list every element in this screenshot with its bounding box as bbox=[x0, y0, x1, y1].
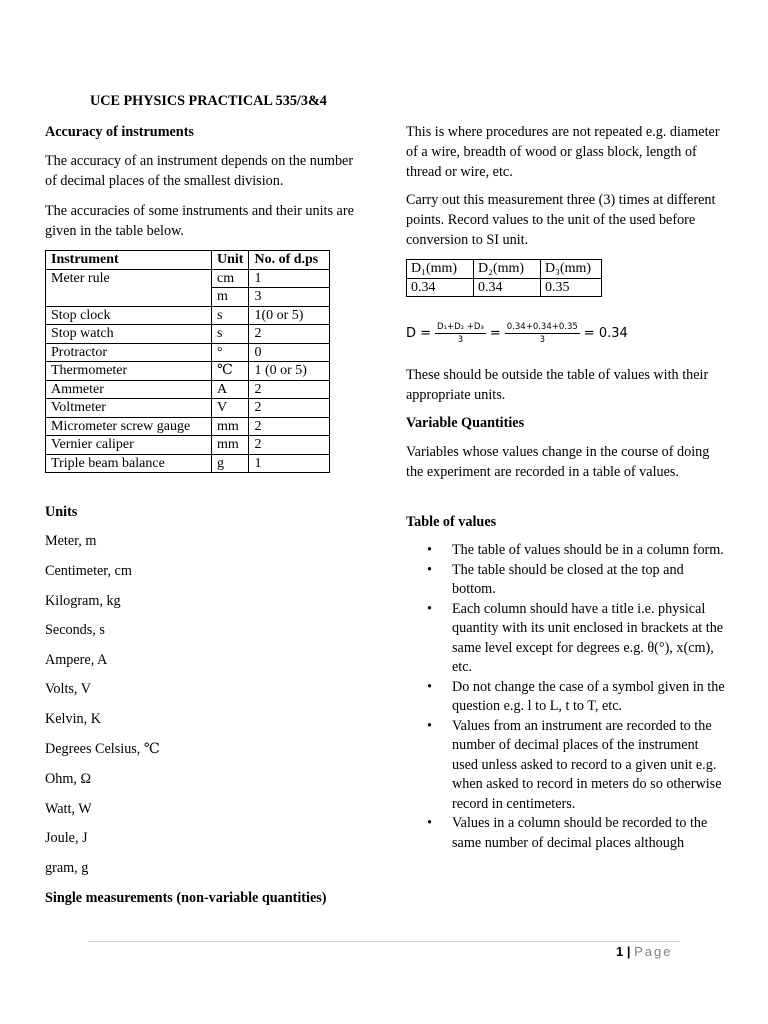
table-cell: 0.34 bbox=[407, 278, 474, 297]
page-label: Page bbox=[634, 944, 673, 959]
table-cell: 2 bbox=[249, 380, 330, 399]
fraction-denominator: 3 bbox=[457, 335, 464, 345]
unit-item: Joule, J bbox=[45, 830, 88, 846]
table-row bbox=[46, 269, 330, 288]
table-cell: Triple beam balance bbox=[46, 454, 212, 473]
table-header-row bbox=[46, 251, 330, 270]
accuracy-table-intro: The accuracies of some instruments and their units are given in the table below. bbox=[45, 203, 354, 239]
page-number: 1 bbox=[616, 944, 624, 959]
table-cell: Stop clock bbox=[46, 306, 212, 325]
unit-item: Volts, V bbox=[45, 681, 91, 697]
unit-item: Meter, m bbox=[45, 533, 97, 549]
document-title: UCE PHYSICS PRACTICAL 535/3&4 bbox=[90, 93, 327, 109]
equation-result: = 0.34 bbox=[583, 326, 628, 341]
unit-item: gram, g bbox=[45, 860, 89, 876]
table-cell: s bbox=[212, 325, 249, 344]
single-measurements-heading: Single measurements (non-variable quantities) bbox=[45, 890, 327, 906]
equals-sign: = bbox=[489, 326, 501, 341]
header-d3: D₃(mm) bbox=[541, 260, 602, 279]
fraction-denominator: 3 bbox=[539, 335, 545, 345]
table-cell: mm bbox=[212, 417, 249, 436]
table-cell: g bbox=[212, 454, 249, 473]
header-instrument: Instrument bbox=[46, 251, 212, 270]
table-cell: 2 bbox=[249, 436, 330, 455]
table-cell: Meter rule bbox=[46, 269, 212, 288]
list-item: • Do not change the case of a symbol given in the question e.g. l to L, t to T, etc. bbox=[406, 678, 728, 717]
fraction-numerator: 0.34+0.34+0.35 bbox=[506, 322, 578, 332]
fraction-symbolic bbox=[435, 322, 486, 345]
list-item: • Values from an instrument are recorded to the number of decimal places of the instrument used unless asked to record to a given unit e.g. when asked to record in meters do so otherwise record in centimeters. bbox=[406, 717, 728, 815]
footer-divider bbox=[88, 941, 680, 942]
table-cell: 0.34 bbox=[474, 278, 541, 297]
header-unit: Unit bbox=[212, 251, 249, 270]
list-item: • The table should be closed at the top and bottom. bbox=[406, 561, 728, 600]
table-row bbox=[46, 417, 330, 436]
table-cell: 0.35 bbox=[541, 278, 602, 297]
table-row bbox=[46, 380, 330, 399]
outside-table-paragraph: These should be outside the table of values with their appropriate units. bbox=[406, 367, 709, 403]
fraction-numeric bbox=[505, 322, 580, 345]
table-cell: V bbox=[212, 399, 249, 418]
units-heading: Units bbox=[45, 504, 78, 520]
table-cell: ° bbox=[212, 343, 249, 362]
table-cell: 1 (0 or 5) bbox=[249, 362, 330, 381]
unit-item: Centimeter, cm bbox=[45, 563, 132, 579]
table-row bbox=[407, 278, 602, 297]
table-cell: Ammeter bbox=[46, 380, 212, 399]
table-cell: A bbox=[212, 380, 249, 399]
list-item: • Values in a column should be recorded to the same number of decimal places although bbox=[406, 814, 728, 853]
table-cell: Micrometer screw gauge bbox=[46, 417, 212, 436]
unit-item: Kilogram, kg bbox=[45, 593, 121, 609]
unit-item: Degrees Celsius, ℃ bbox=[45, 741, 160, 757]
table-row bbox=[46, 343, 330, 362]
table-cell: 1 bbox=[249, 269, 330, 288]
variable-quantities-heading: Variable Quantities bbox=[406, 415, 525, 431]
table-cell: cm bbox=[212, 269, 249, 288]
equation-lhs: D = bbox=[406, 326, 432, 341]
unit-item: Ohm, Ω bbox=[45, 771, 92, 787]
table-cell: 2 bbox=[249, 417, 330, 436]
table-cell: 0 bbox=[249, 343, 330, 362]
table-cell: Stop watch bbox=[46, 325, 212, 344]
fraction-numerator: D₁+D₂ +D₃ bbox=[437, 322, 484, 332]
table-cell: 1(0 or 5) bbox=[249, 306, 330, 325]
table-header-row bbox=[407, 260, 602, 279]
table-cell: Thermometer bbox=[46, 362, 212, 381]
repeat-measurement-paragraph: Carry out this measurement three (3) times at different points. Record values to the unit of the used before conversion to SI unit. bbox=[406, 192, 716, 248]
table-row bbox=[46, 288, 330, 307]
page-separator: | bbox=[626, 944, 631, 959]
table-row bbox=[46, 399, 330, 418]
procedure-paragraph: This is where procedures are not repeated e.g. diameter of a wire, breadth of wood or glass block, length of thread or wire, etc. bbox=[406, 124, 720, 180]
instrument-accuracy-table bbox=[45, 250, 330, 473]
list-item: • Each column should have a title i.e. physical quantity with its unit enclosed in brackets at the same level except for degrees e.g. θ(°), x(cm), etc. bbox=[406, 600, 728, 678]
list-item: • The table of values should be in a column form. bbox=[406, 541, 728, 561]
table-cell: 2 bbox=[249, 399, 330, 418]
table-row bbox=[46, 325, 330, 344]
unit-item: Ampere, A bbox=[45, 652, 108, 668]
table-of-values-heading: Table of values bbox=[406, 514, 497, 530]
table-row bbox=[46, 436, 330, 455]
table-row bbox=[46, 454, 330, 473]
header-dps: No. of d.ps bbox=[249, 251, 330, 270]
accuracy-heading: Accuracy of instruments bbox=[45, 124, 194, 140]
diameter-table bbox=[406, 259, 602, 297]
table-cell: Vernier caliper bbox=[46, 436, 212, 455]
page-number-footer bbox=[616, 944, 673, 959]
table-cell: Voltmeter bbox=[46, 399, 212, 418]
table-cell: 1 bbox=[249, 454, 330, 473]
table-cell: m bbox=[212, 288, 249, 307]
table-cell: s bbox=[212, 306, 249, 325]
unit-item: Watt, W bbox=[45, 801, 92, 817]
mean-diameter-equation bbox=[406, 322, 628, 345]
header-d1: D₁(mm) bbox=[407, 260, 474, 279]
table-row bbox=[46, 362, 330, 381]
table-cell: 2 bbox=[249, 325, 330, 344]
table-of-values-rules bbox=[406, 541, 728, 853]
unit-item: Seconds, s bbox=[45, 622, 105, 638]
table-cell: ℃ bbox=[212, 362, 249, 381]
variable-quantities-paragraph: Variables whose values change in the course of doing the experiment are recorded in a table of values. bbox=[406, 444, 710, 480]
table-cell: mm bbox=[212, 436, 249, 455]
table-row bbox=[46, 306, 330, 325]
table-cell: Protractor bbox=[46, 343, 212, 362]
unit-item: Kelvin, K bbox=[45, 711, 101, 727]
accuracy-paragraph: The accuracy of an instrument depends on the number of decimal places of the smallest division. bbox=[45, 153, 354, 189]
table-cell bbox=[46, 288, 212, 307]
header-d2: D₂(mm) bbox=[474, 260, 541, 279]
table-cell: 3 bbox=[249, 288, 330, 307]
